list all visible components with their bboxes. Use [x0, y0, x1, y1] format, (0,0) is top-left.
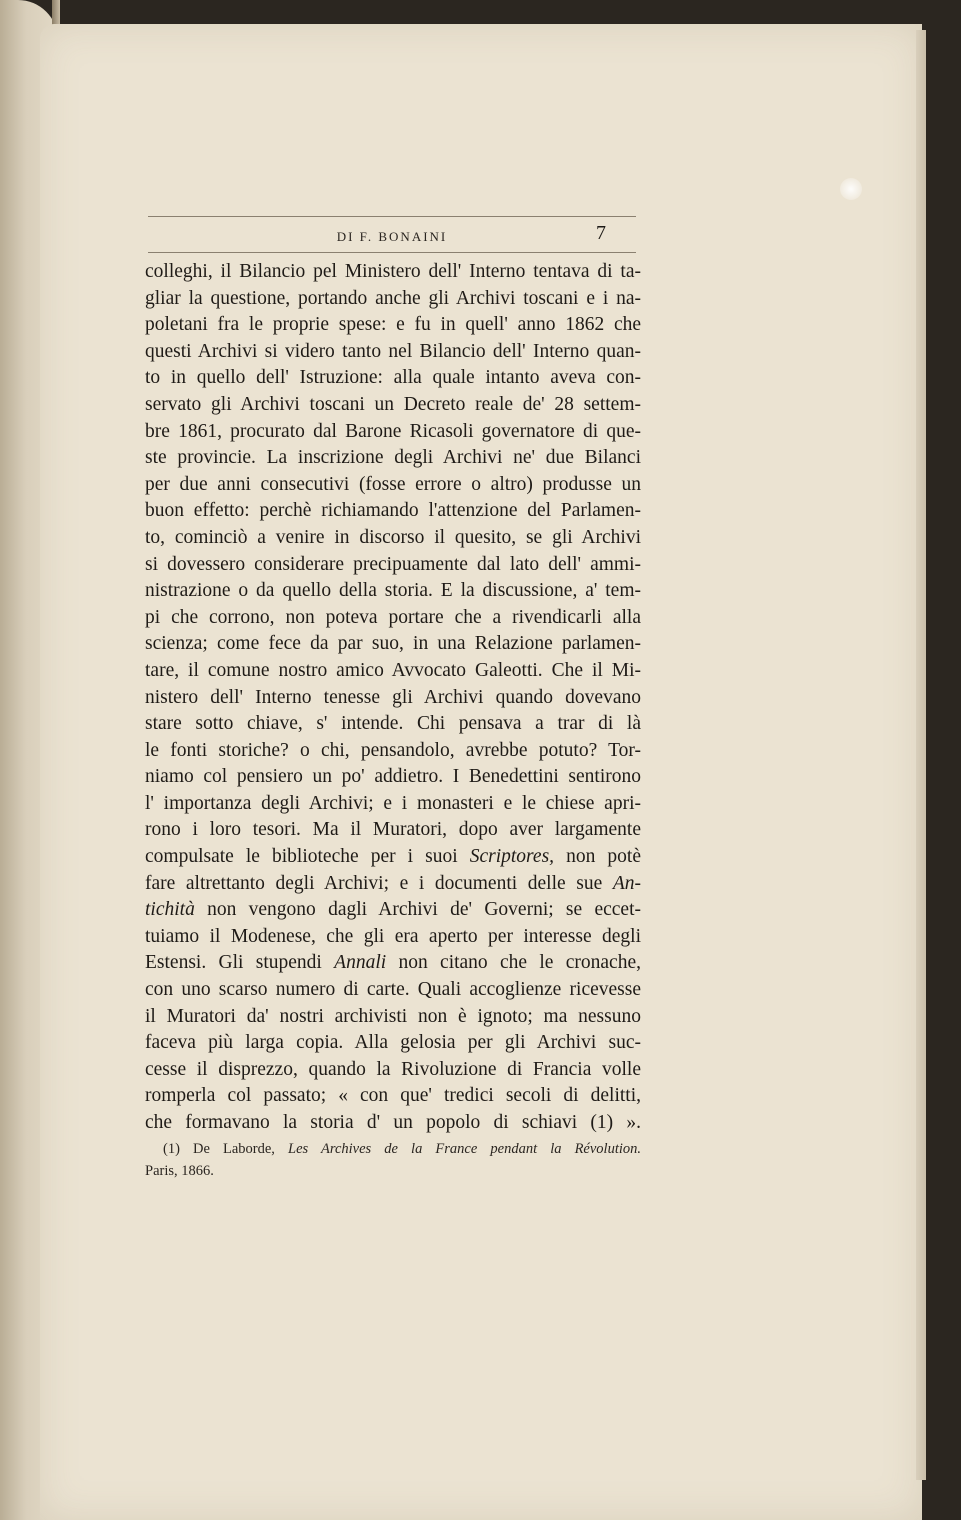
text-line: nistero dell' Interno tenesse gli Archivi quando dovevano — [145, 686, 641, 708]
text-line: rono i loro tesori. Ma il Muratori, dopo aver largamente — [145, 819, 641, 841]
text-run: non potè — [554, 846, 641, 868]
footnote-line — [145, 1138, 641, 1160]
text-line: tuiamo il Modenese, che gli era aperto per interesse degli — [145, 925, 641, 947]
text-run: fare altrettanto degli Archivi; e i documenti delle sue — [145, 872, 613, 894]
text-line: servato gli Archivi toscani un Decreto reale de' 28 settem- — [145, 393, 641, 415]
page-stack-edge — [916, 30, 926, 1480]
text-line: ste provincie. La inscrizione degli Archivi ne' due Bilanci — [145, 447, 641, 469]
text-line: colleghi, il Bilancio pel Ministero dell' Interno tentava di ta- — [145, 261, 641, 282]
text-run: non vengono dagli Archivi de' Governi; se eccet- — [194, 899, 641, 921]
text-line — [145, 897, 641, 924]
text-line: per due anni consecutivi (fosse errore o altro) produsse un — [145, 473, 641, 495]
italic-title: Scriptores, — [469, 846, 555, 868]
text-line: il Muratori da' nostri archivisti non è ignoto; ma nessuno — [145, 1005, 641, 1027]
text-line: niamo col pensiero un po' addietro. I Benedettini sentirono — [145, 766, 641, 788]
text-line: questi Archivi si videro tanto nel Bilancio dell' Interno quan- — [145, 340, 641, 362]
footnote — [145, 1138, 641, 1182]
footnote-title: Les Archives de la France pendant la Révolution. — [288, 1141, 642, 1157]
italic-title: tichità — [145, 899, 195, 921]
text-line: l' importanza degli Archivi; e i monasteri e le chiese apri- — [145, 792, 641, 814]
text-line — [145, 844, 641, 871]
running-head-title: DI F. BONAINI — [336, 229, 448, 244]
text-line: le fonti storiche? o chi, pensandolo, avrebbe potuto? Tor- — [145, 739, 641, 761]
text-line: stare sotto chiave, s' intende. Chi pensava a trar di là — [145, 713, 641, 735]
body-text — [145, 259, 641, 1137]
text-line: to, cominciò a venire in discorso il quesito, se gli Archivi — [145, 526, 641, 548]
text-line: cesse il disprezzo, quando la Rivoluzione di Francia volle — [145, 1058, 641, 1080]
text-line: to in quello dell' Istruzione: alla quale intanto aveva con- — [145, 367, 641, 389]
text-line: tare, il comune nostro amico Avvocato Galeotti. Che il Mi- — [145, 659, 641, 681]
header-rule-top — [148, 216, 636, 217]
text-line: gliar la questione, portando anche gli Archivi toscani e i na- — [145, 287, 641, 309]
italic-title: Annali — [334, 952, 387, 974]
text-run: compulsate le biblioteche per i suoi — [145, 846, 470, 868]
italic-title: An- — [612, 872, 641, 894]
text-line: bre 1861, procurato dal Barone Ricasoli governatore di que- — [145, 420, 641, 442]
running-head — [148, 216, 636, 254]
text-line: faceva più larga copia. Alla gelosia per gli Archivi suc- — [145, 1032, 641, 1054]
text-line: si dovessero considerare precipuamente dal lato dell' ammi- — [145, 553, 641, 575]
header-rule-bottom — [148, 252, 636, 253]
text-line — [145, 871, 641, 898]
text-line: buon effetto: perchè richiamando l'attenzione del Parlamen- — [145, 500, 641, 522]
text-line: romperla col passato; « con que' tredici secoli di delitti, — [145, 1085, 641, 1107]
text-line: scienza; come fece da par suo, in una Relazione parlamen- — [145, 633, 641, 655]
text-run: Estensi. Gli stupendi — [145, 952, 335, 974]
text-line: nistrazione o da quello della storia. E la discussione, a' tem- — [145, 580, 641, 602]
text-line: con uno scarso numero di carte. Quali accoglienze ricevesse — [145, 979, 641, 1001]
text-run: non citano che le cronache, — [386, 952, 641, 974]
footnote-place-year: Paris, 1866. — [145, 1163, 214, 1179]
text-line: poletani fra le proprie spese: e fu in quell' anno 1862 che — [145, 314, 641, 336]
footnote-marker: (1) De Laborde, — [163, 1141, 289, 1157]
text-line: che formavano la storia d' un popolo di schiavi (1) ». — [145, 1112, 641, 1133]
page-number: 7 — [596, 222, 606, 244]
text-line — [145, 950, 641, 977]
text-line: pi che corrono, non poteva portare che a rivendicarli alla — [145, 606, 641, 628]
